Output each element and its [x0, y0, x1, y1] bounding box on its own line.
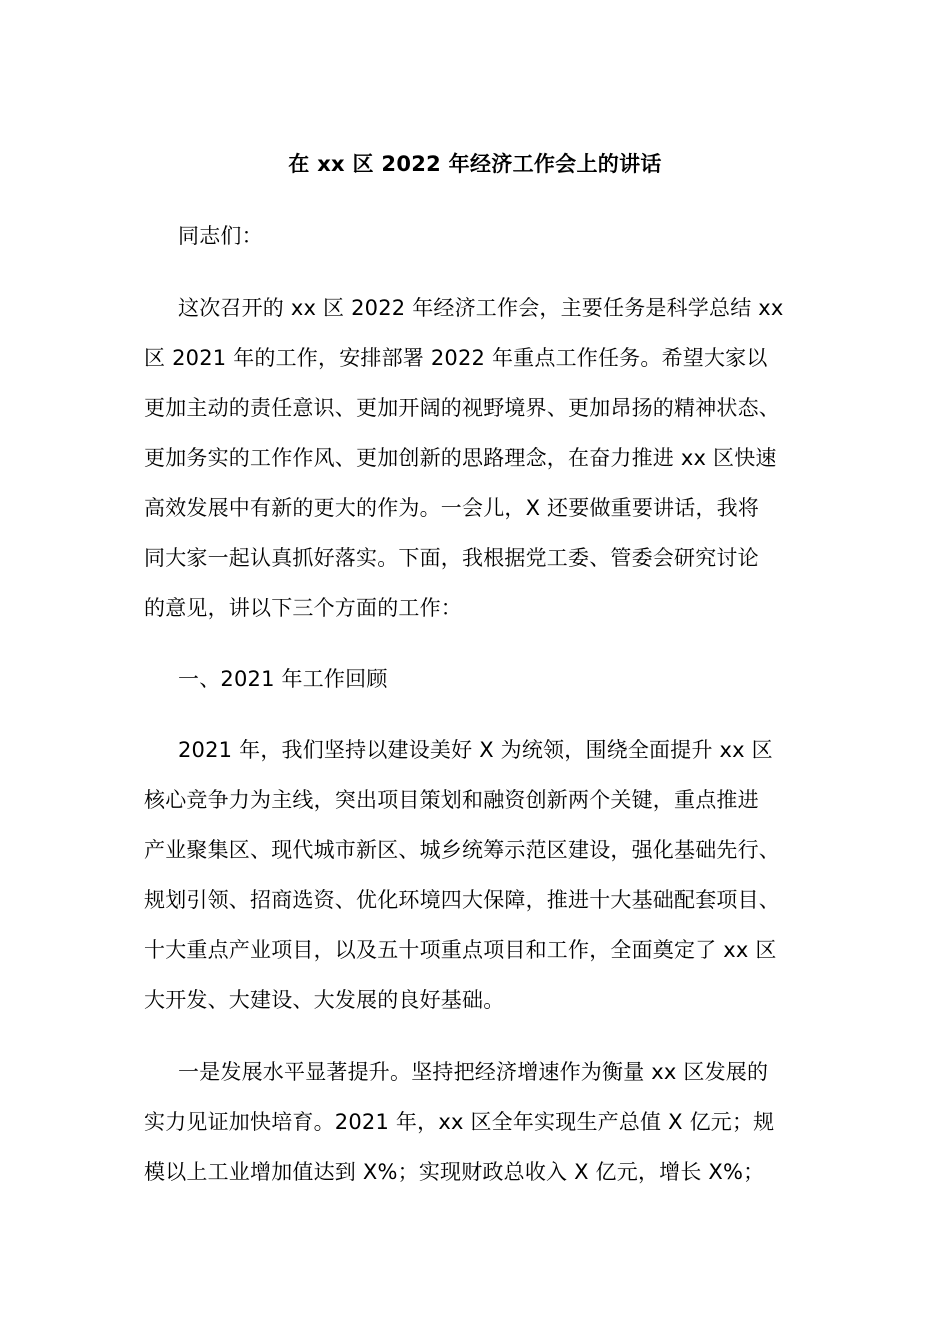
paragraph-line: 十大重点产业项目，以及五十项重点项目和工作，全面奠定了 xx 区	[144, 938, 777, 962]
paragraph-line: 高效发展中有新的更大的作为。一会儿，X 还要做重要讲话，我将	[144, 496, 760, 520]
paragraph-line: 2021 年，我们坚持以建设美好 X 为统领，围绕全面提升 xx 区	[178, 738, 773, 762]
document-title: 在 xx 区 2022 年经济工作会上的讲话	[288, 152, 662, 176]
paragraph-line: 模以上工业增加值达到 X%；实现财政总收入 X 亿元，增长 X%；	[144, 1160, 765, 1184]
paragraph-line: 实力见证加快培育。2021 年，xx 区全年实现生产总值 X 亿元；规	[144, 1110, 775, 1134]
paragraph-intro	[144, 283, 808, 633]
section-heading-text: 一、2021 年工作回顾	[178, 667, 388, 691]
salutation	[144, 211, 808, 261]
paragraph-line: 同大家一起认真抓好落实。下面，我根据党工委、管委会研究讨论	[144, 546, 759, 570]
paragraph-line: 更加务实的工作作风、更加创新的思路理念，在奋力推进 xx 区快速	[144, 446, 777, 470]
section-heading	[144, 654, 808, 704]
paragraph-line: 这次召开的 xx 区 2022 年经济工作会，主要任务是科学总结 xx	[178, 296, 784, 320]
paragraph-line: 规划引领、招商选资、优化环境四大保障，推进十大基础配套项目、	[144, 888, 780, 912]
paragraph-development	[144, 1047, 808, 1197]
paragraph-review	[144, 725, 808, 1025]
paragraph-line: 更加主动的责任意识、更加开阔的视野境界、更加昂扬的精神状态、	[144, 396, 780, 420]
paragraph-line: 大开发、大建设、大发展的良好基础。	[144, 988, 505, 1012]
paragraph-line: 的意见，讲以下三个方面的工作：	[144, 596, 462, 620]
paragraph-line: 区 2021 年的工作，安排部署 2022 年重点工作任务。希望大家以	[144, 346, 768, 370]
paragraph-line: 一是发展水平显著提升。坚持把经济增速作为衡量 xx 区发展的	[178, 1060, 769, 1084]
salutation-text: 同志们：	[178, 224, 263, 248]
paragraph-line: 核心竞争力为主线，突出项目策划和融资创新两个关键，重点推进	[144, 788, 759, 812]
paragraph-line: 产业聚集区、现代城市新区、城乡统筹示范区建设，强化基础先行、	[144, 838, 780, 862]
